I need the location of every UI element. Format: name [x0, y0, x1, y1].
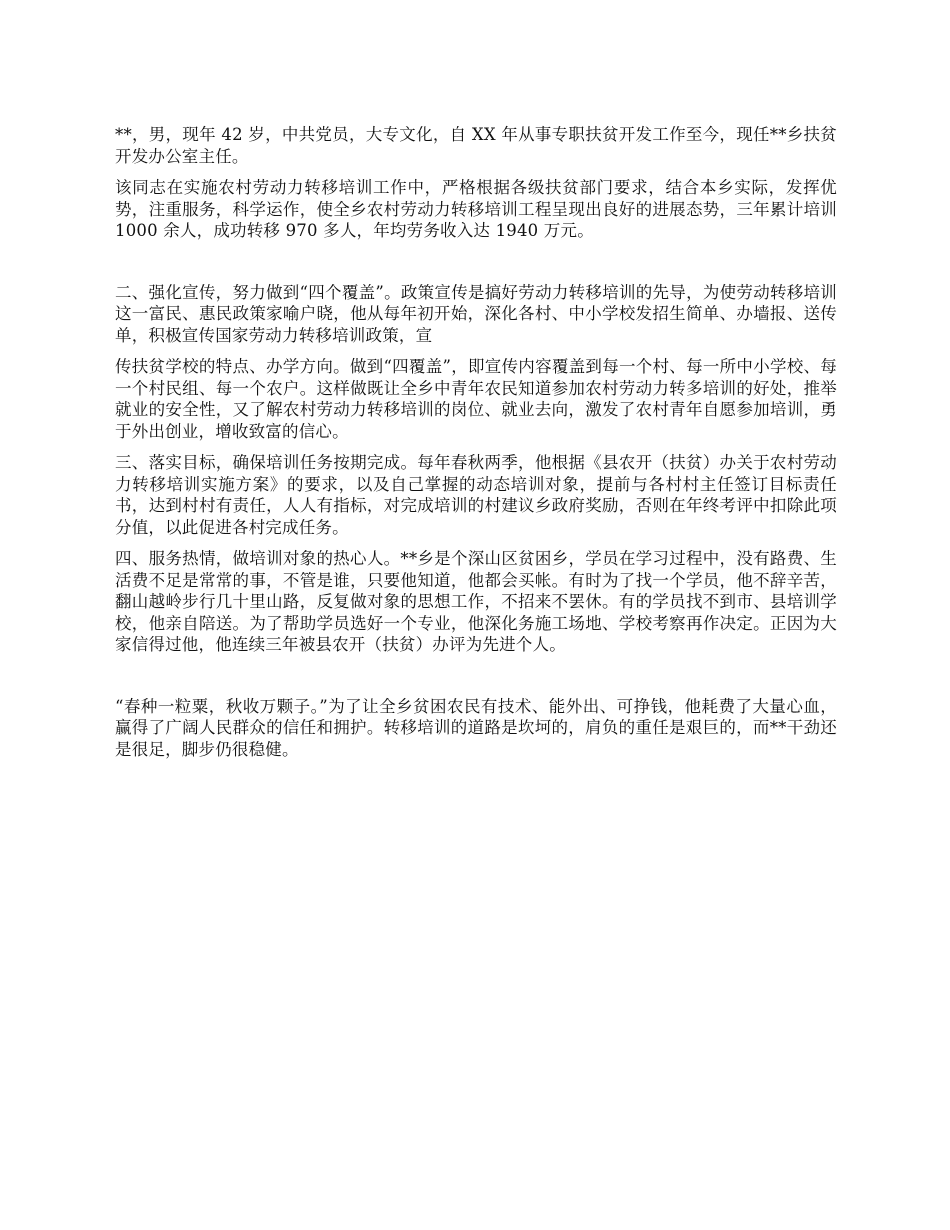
paragraph-intro: **，男，现年 42 岁，中共党员，大专文化，自 XX 年从事专职扶贫开发工作至今，现任**乡扶贫开发办公室主任。 [115, 125, 837, 166]
paragraph-section-three: 三、落实目标，确保培训任务按期完成。每年春秋两季，他根据《县农开（扶贫）办关于农村劳动力转移培训实施方案》的要求，以及自己掌握的动态培训对象，提前与各村村主任签订目标责任书，达到村村有责任，人人有指标，对完成培训的村建议乡政府奖励，否则在年终考评中扣除此项分值，以此促进各村完成任务。 [115, 453, 837, 537]
document-body [115, 124, 837, 770]
paragraph-summary: 该同志在实施农村劳动力转移培训工作中，严格根据各级扶贫部门要求，结合本乡实际，发挥优势，注重服务，科学运作，使全乡农村劳动力转移培训工程呈现出良好的进展态势，三年累计培训 1000 余人，成功转移 970 多人，年均劳务收入达 1940 万元。 [115, 178, 837, 240]
paragraph-section-two-continued: 传扶贫学校的特点、办学方向。做到“四覆盖”，即宣传内容覆盖到每一个村、每一所中小学校、每一个村民组、每一个农户。这样做既让全乡中青年农民知道参加农村劳动力转多培训的好处，推举就业的安全性，又了解农村劳动力转移培训的岗位、就业去向，激发了农村青年自愿参加培训，勇于外出创业，增收致富的信心。 [115, 357, 837, 441]
paragraph-closing: “春种一粒粟，秋收万颗子。”为了让全乡贫困农民有技术、能外出、可挣钱，他耗费了大量心血，赢得了广阔人民群众的信任和拥护。转移培训的道路是坎坷的，肩负的重任是艰巨的，而**干劲还是很足，脚步仍很稳健。 [115, 696, 837, 759]
paragraph-section-four: 四、服务热情，做培训对象的热心人。**乡是个深山区贫困乡，学员在学习过程中，没有路费、生活费不足是常常的事，不管是谁，只要他知道，他都会买帐。有时为了找一个学员，他不辞辛苦，翻山越岭步行几十里山路，反复做对象的思想工作，不招来不罢休。有的学员找不到市、县培训学校，他亲自陪送。为了帮助学员选好一个专业，他深化务施工场地、学校考察再作决定。正因为大家信得过他，他连续三年被县农开（扶贫）办评为先进个人。 [115, 549, 837, 654]
section-gap [115, 666, 837, 696]
paragraph-section-two: 二、强化宣传，努力做到“四个覆盖”。政策宣传是搞好劳动力转移培训的先导，为使劳动转移培训这一富民、惠民政策家喻户晓，他从每年初开始，深化各村、中小学校发招生简单、办墙报、送传单，积极宣传国家劳动力转移培训政策，宣 [115, 282, 837, 345]
section-gap [115, 252, 837, 282]
